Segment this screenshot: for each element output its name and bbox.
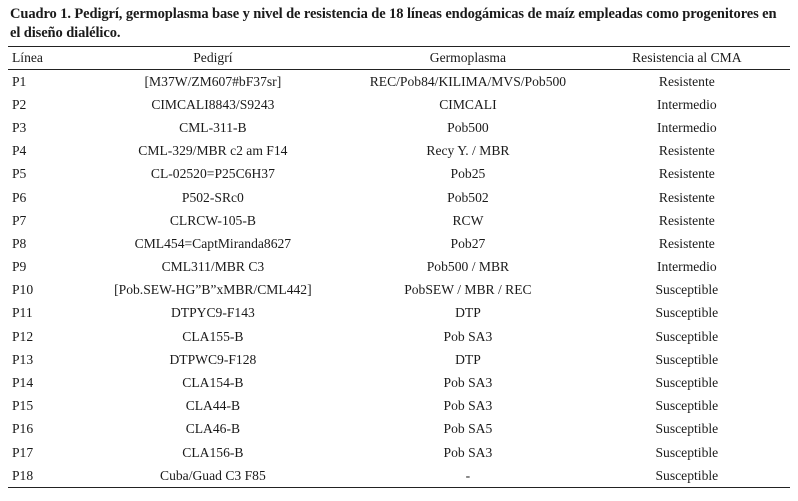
table-header (8, 47, 790, 70)
table-row (8, 70, 790, 94)
table-row (8, 348, 790, 371)
cell-germoplasma: - (352, 464, 584, 488)
cell-germoplasma: Pob500 / MBR (426, 259, 510, 275)
table-row (8, 232, 790, 255)
cell-resistencia: Susceptible (655, 375, 719, 391)
cell-germoplasma: DTP (455, 351, 481, 367)
cell-pedigri: CLRCW-105-B (169, 212, 256, 228)
cell-resistencia: Resistente (658, 235, 715, 251)
cell-germoplasma: REC/Pob84/KILIMA/MVS/Pob500 (369, 73, 567, 89)
cell-pedigri: CML454=CaptMiranda8627 (134, 235, 292, 251)
table-row (8, 302, 790, 325)
cell-pedigri: CML-311-B (179, 119, 247, 135)
cell-germoplasma: Pob27 (450, 235, 486, 251)
cell-germoplasma: DTP (455, 305, 481, 321)
cell-pedigri: CLA154-B (182, 375, 244, 391)
cell-pedigri: CLA44-B (185, 398, 241, 414)
cell-germoplasma: CIMCALI (439, 96, 497, 112)
cell-resistencia: Resistente (658, 166, 715, 182)
cell-germoplasma: Pob SA5 (443, 421, 493, 437)
cell-linea: P15 (12, 398, 34, 414)
cell-pedigri: CL-02520=P25C6H37 (150, 166, 275, 182)
table-row (8, 116, 790, 139)
table-row (8, 163, 790, 186)
cell-resistencia: Susceptible (655, 444, 719, 460)
cell-pedigri: CIMCALI8843/S9243 (151, 96, 275, 112)
header-pedigri: Pedigrí (74, 47, 353, 70)
header-resistencia: Resistencia al CMA (584, 47, 790, 70)
cell-linea: P14 (12, 375, 34, 391)
cell-pedigri: Cuba/Guad C3 F85 (74, 464, 353, 488)
header-row (8, 47, 790, 70)
cell-pedigri: CLA155-B (182, 328, 244, 344)
cell-resistencia: Resistente (658, 73, 715, 89)
cell-resistencia: Resistente (658, 143, 715, 159)
cell-pedigri: CML311/MBR C3 (161, 259, 265, 275)
cell-linea: P2 (12, 96, 27, 112)
cell-linea: P5 (12, 166, 27, 182)
cell-germoplasma: Pob SA3 (443, 444, 493, 460)
table-row (8, 371, 790, 394)
cell-germoplasma: Pob25 (450, 166, 486, 182)
header-germoplasma: Germoplasma (352, 47, 584, 70)
table-row (8, 418, 790, 441)
cell-linea: P13 (12, 351, 34, 367)
cell-pedigri: P502-SRc0 (181, 189, 244, 205)
cell-germoplasma: Pob502 (447, 189, 489, 205)
cell-pedigri: [Pob.SEW-HG”B”xMBR/CML442] (114, 282, 312, 298)
table-row (8, 441, 790, 464)
cell-germoplasma: Pob SA3 (443, 375, 493, 391)
table-caption (8, 5, 790, 43)
table-row (8, 186, 790, 209)
cell-germoplasma: Pob SA3 (443, 398, 493, 414)
cell-germoplasma: Recy Y. / MBR (426, 143, 510, 159)
cell-resistencia: Susceptible (655, 328, 719, 344)
cell-resistencia: Susceptible (655, 305, 719, 321)
cell-linea: P7 (12, 212, 27, 228)
caption-text: Pedigrí, germoplasma base y nivel de resistencia de 18 líneas endogámicas de maíz empleadas como progenitores en el diseño dialélico. (10, 6, 777, 41)
cell-resistencia: Susceptible (655, 351, 719, 367)
cell-linea: P10 (12, 282, 34, 298)
cell-linea: P16 (12, 421, 34, 437)
cell-resistencia: Intermedio (657, 96, 717, 112)
cell-linea: P1 (12, 73, 27, 89)
table-row (8, 464, 790, 488)
table-body (8, 70, 790, 488)
cell-resistencia: Resistente (658, 212, 715, 228)
table-row (8, 279, 790, 302)
table-row (8, 325, 790, 348)
cell-linea: P8 (12, 235, 27, 251)
cell-resistencia: Resistente (658, 189, 715, 205)
cell-pedigri: CLA46-B (185, 421, 241, 437)
table-row (8, 140, 790, 163)
cell-pedigri: DTPYC9-F143 (170, 305, 255, 321)
cell-resistencia: Susceptible (655, 282, 719, 298)
cell-resistencia: Intermedio (657, 259, 717, 275)
cell-linea: P12 (12, 328, 34, 344)
caption-label: Cuadro 1. (10, 6, 71, 22)
lines-table (8, 46, 790, 488)
cell-germoplasma: RCW (452, 212, 484, 228)
header-linea: Línea (8, 47, 74, 70)
cell-linea: P4 (12, 143, 27, 159)
cell-pedigri: CLA156-B (182, 444, 244, 460)
cell-germoplasma: Pob SA3 (443, 328, 493, 344)
cell-resistencia: Susceptible (655, 398, 719, 414)
cell-linea: P17 (12, 444, 34, 460)
cell-linea: P18 (8, 464, 74, 488)
table-row (8, 256, 790, 279)
cell-linea: P6 (12, 189, 27, 205)
cell-resistencia: Susceptible (584, 464, 790, 488)
cell-linea: P3 (12, 119, 27, 135)
cell-resistencia: Intermedio (657, 119, 717, 135)
cell-linea: P9 (12, 259, 27, 275)
table-row (8, 93, 790, 116)
table-row (8, 209, 790, 232)
table-row (8, 395, 790, 418)
cell-pedigri: DTPWC9-F128 (169, 351, 257, 367)
cell-pedigri: CML-329/MBR c2 am F14 (138, 143, 288, 159)
cell-germoplasma: Pob500 (447, 119, 489, 135)
cell-pedigri: [M37W/ZM607#bF37sr] (144, 73, 282, 89)
cell-linea: P11 (12, 305, 33, 321)
cell-germoplasma: PobSEW / MBR / REC (404, 282, 532, 298)
cell-resistencia: Susceptible (655, 421, 719, 437)
